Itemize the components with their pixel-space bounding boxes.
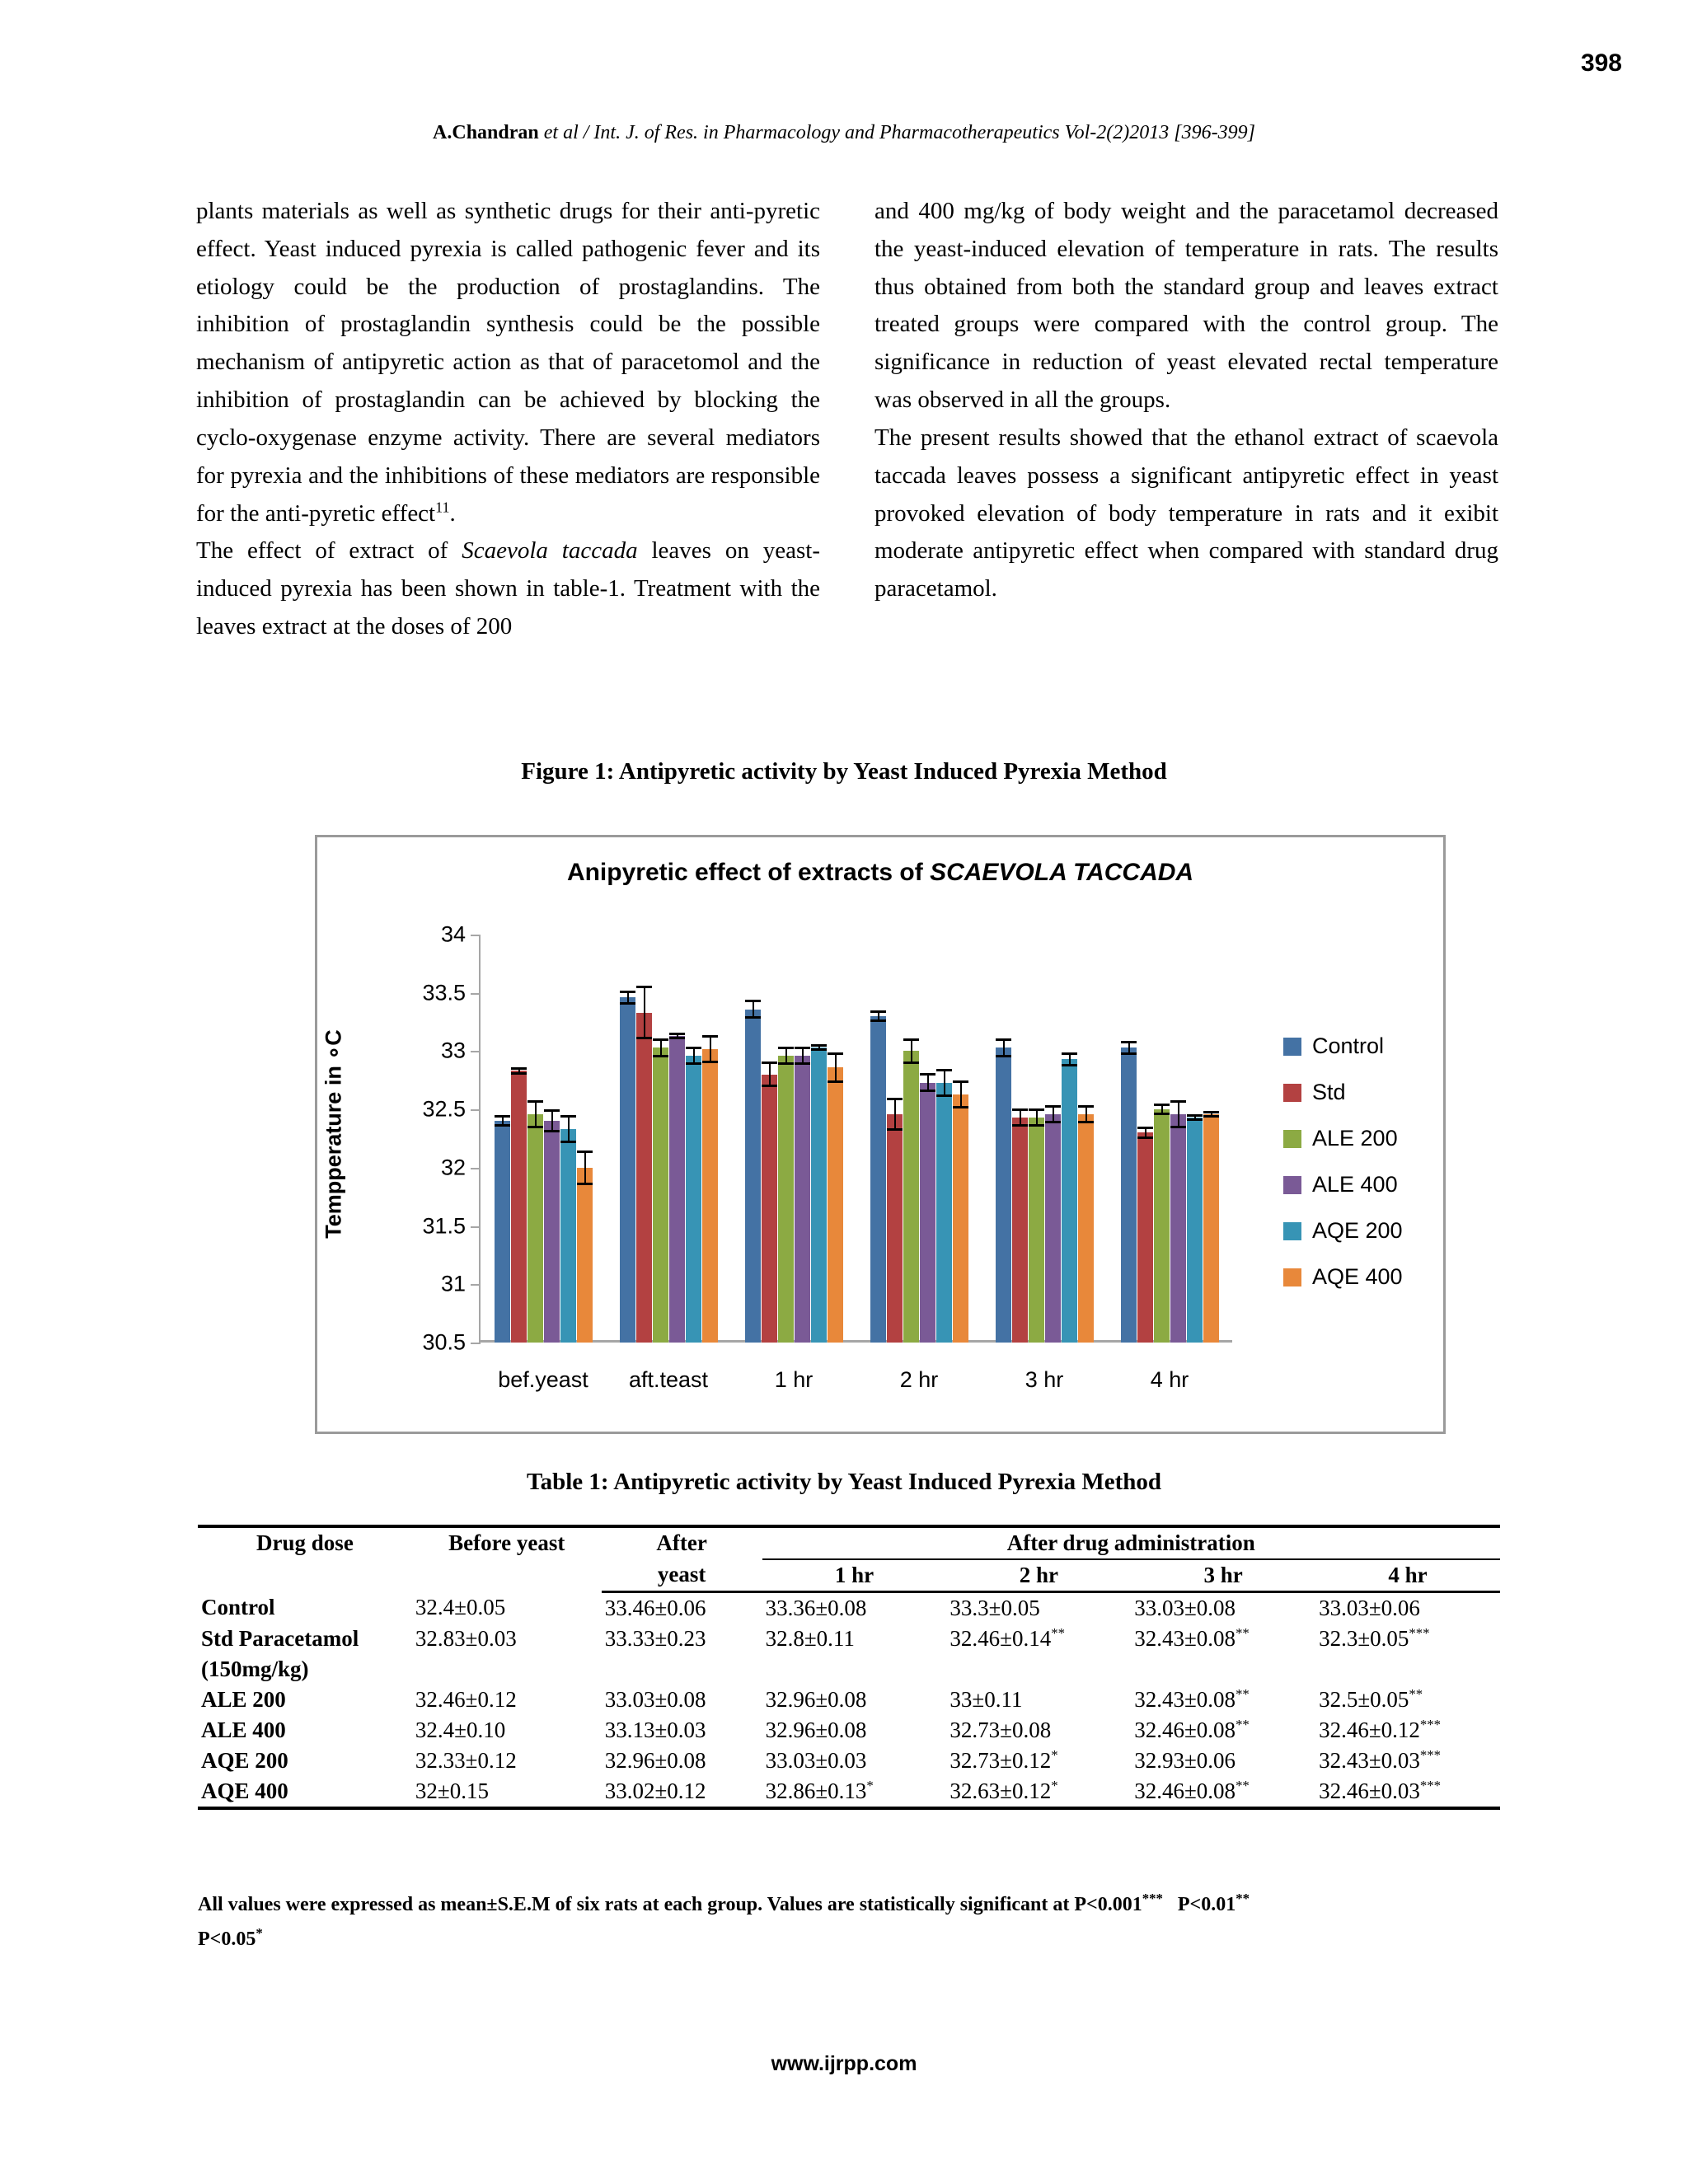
- chart-group: [856, 935, 982, 1392]
- table-cell: 32.73±0.08: [950, 1718, 1052, 1742]
- th-drug-dose: Drug dose: [198, 1526, 412, 1592]
- table-cell-empty: [1315, 1654, 1500, 1685]
- table-cell: 32.96±0.08: [765, 1687, 867, 1712]
- table-caption: Table 1: Antipyretic activity by Yeast Induced Pyrexia Method: [526, 1469, 1162, 1495]
- chart-group: [1107, 935, 1232, 1392]
- table-cell: 32.46±0.14**: [950, 1625, 1065, 1651]
- legend-item[interactable]: [1283, 1033, 1403, 1059]
- chart-bar: [528, 1114, 543, 1343]
- chart-bar: [996, 1047, 1011, 1343]
- left-column: [196, 193, 820, 646]
- table-row-label: ALE 200: [201, 1687, 286, 1712]
- y-axis-tick: [471, 935, 481, 936]
- table-cell: 32.93±0.06: [1134, 1748, 1236, 1773]
- table-cell-empty: [946, 1654, 1131, 1685]
- chart-bar: [702, 1049, 718, 1343]
- chart-bar: [811, 1047, 827, 1343]
- x-axis-tick-label: 3 hr: [1025, 1367, 1064, 1392]
- table-cell: 32±0.15: [412, 1776, 602, 1808]
- chart-bar: [887, 1114, 903, 1343]
- chart-group: [731, 935, 856, 1392]
- legend-swatch-icon: [1283, 1222, 1301, 1240]
- table-row-label: Std Paracetamol: [201, 1626, 359, 1651]
- chart-bar: [1121, 1047, 1137, 1343]
- x-axis-tick-label: bef.yeast: [498, 1367, 588, 1392]
- table-row: [198, 1746, 1500, 1776]
- chart-error-bar: [953, 1080, 968, 1108]
- legend-label: ALE 200: [1312, 1126, 1398, 1151]
- th-hour-3: 3 hr: [1131, 1559, 1315, 1592]
- chart-bar: [920, 1083, 935, 1343]
- y-axis-tick-label: 32: [440, 1155, 466, 1180]
- x-axis-tick-label: aft.teast: [628, 1367, 709, 1392]
- page-number: 398: [1580, 49, 1622, 77]
- table-body: [198, 1592, 1500, 1809]
- y-axis-tick: [471, 1109, 481, 1111]
- table-cell: 32.3±0.05***: [1319, 1625, 1430, 1651]
- chart-bar: [620, 997, 635, 1343]
- table-cell: 32.46±0.03***: [1315, 1776, 1500, 1808]
- table-cell: 33.3±0.05: [950, 1596, 1040, 1620]
- table-row-continued: [198, 1654, 1500, 1685]
- right-paragraph-2: The present results showed that the ethanol extract of scaevola taccada leaves possess a significant antipyretic effect in yeast provoked elevation of body temperature in rats and it exibit moderate antipyretic effect when compared with standard drug paracetamol.: [874, 424, 1498, 602]
- footnote-sup-3star: ***: [1142, 1891, 1163, 1906]
- chart-plot-area: [422, 921, 1232, 1392]
- y-axis-tick: [471, 1051, 481, 1052]
- th-hour-2: 2 hr: [946, 1559, 1131, 1592]
- legend-label: ALE 400: [1312, 1172, 1398, 1197]
- table-cell: 33.02±0.12: [602, 1776, 762, 1808]
- chart-bar: [1078, 1114, 1094, 1343]
- th-hour-4: 4 hr: [1315, 1559, 1500, 1592]
- left-paragraph-1-text: plants materials as well as synthetic drugs for their anti-pyretic effect. Yeast induced pyrexia is called pathogenic fever and its etiology could be the production of prostaglandins. The inhibition of prostaglandin synthesis could be the possible mechanism of antipyretic action as that of paracetomol and the inhibition of prostaglandin can be achieved by blocking the cyclo-oxygenase enzyme activity. There are several mediators for pyrexia and the inhibitions of these mediators are responsible for the anti-pyretic effect: [196, 198, 820, 527]
- legend-item[interactable]: [1283, 1218, 1403, 1244]
- x-axis-tick-label: 4 hr: [1150, 1367, 1189, 1392]
- footnote-text-mid: P<0.01: [1177, 1894, 1236, 1915]
- table-cell-empty: [762, 1654, 947, 1685]
- chart-error-bar: [903, 1038, 919, 1064]
- y-axis-tick-label: 33: [440, 1038, 466, 1063]
- table-cell: 32.8±0.11: [765, 1626, 855, 1651]
- chart-error-bar: [620, 991, 635, 1005]
- chart-bar: [1187, 1118, 1203, 1343]
- table-footnote: [198, 1887, 1500, 1957]
- y-axis-tick: [471, 1343, 481, 1344]
- table-cell: 33.03±0.08: [604, 1687, 706, 1712]
- legend-swatch-icon: [1283, 1038, 1301, 1056]
- legend-swatch-icon: [1283, 1130, 1301, 1148]
- chart-error-bar: [1203, 1111, 1219, 1118]
- figure-caption: Figure 1: Antipyretic activity by Yeast Induced Pyrexia Method: [521, 758, 1167, 785]
- chart-error-bar: [887, 1098, 903, 1131]
- chart-bar: [544, 1121, 560, 1343]
- citation-superscript: 11: [435, 498, 450, 515]
- chart-bar: [669, 1036, 685, 1343]
- running-head: [0, 122, 1688, 144]
- chart-error-bar: [686, 1047, 701, 1066]
- chart-error-bar: [636, 986, 652, 1039]
- table-cell: 32.4±0.05: [415, 1594, 506, 1619]
- table-cell: 32.33±0.12: [415, 1748, 517, 1773]
- table-cell: 33.03±0.06: [1319, 1596, 1420, 1620]
- chart-error-bar: [828, 1052, 843, 1083]
- legend-swatch-icon: [1283, 1084, 1301, 1102]
- y-axis-tick: [471, 1226, 481, 1228]
- chart-bar: [1137, 1132, 1153, 1343]
- chart-group: [606, 935, 731, 1392]
- x-axis-tick-label: 1 hr: [774, 1367, 814, 1392]
- chart-error-bar: [1187, 1114, 1203, 1121]
- chart-bar: [870, 1016, 886, 1343]
- y-axis-tick-label: 32.5: [422, 1096, 466, 1122]
- legend-item[interactable]: [1283, 1080, 1403, 1105]
- site-footer: www.ijrpp.com: [771, 2052, 917, 2075]
- chart-bar: [1154, 1109, 1170, 1343]
- x-axis-tick-label: 2 hr: [899, 1367, 939, 1392]
- table-row-label: Control: [201, 1594, 275, 1619]
- legend-label: AQE 200: [1312, 1218, 1403, 1243]
- table-cell: 32.43±0.03***: [1319, 1747, 1442, 1773]
- chart-error-bar: [1137, 1127, 1153, 1138]
- chart-group: [481, 935, 606, 1392]
- chart-bar: [1062, 1059, 1077, 1343]
- table-header-row-1: [198, 1526, 1500, 1559]
- table-row: [198, 1685, 1500, 1715]
- chart-bar: [903, 1051, 919, 1343]
- chart-bar: [828, 1067, 843, 1343]
- table-cell-empty: [412, 1654, 602, 1685]
- th-after-yeast-line1: After: [602, 1526, 762, 1559]
- legend-label: Std: [1312, 1080, 1346, 1104]
- body-columns: [196, 193, 1498, 646]
- chart-error-bar: [1078, 1105, 1094, 1124]
- table-row: [198, 1592, 1500, 1624]
- chart-error-bar: [1154, 1104, 1170, 1115]
- chart-error-bar: [653, 1038, 668, 1057]
- chart-bar: [686, 1056, 701, 1343]
- y-axis-tick-label: 33.5: [422, 980, 466, 1005]
- chart-error-bar: [996, 1038, 1011, 1057]
- table-row-label: AQE 400: [198, 1776, 412, 1808]
- chart-error-bar: [544, 1109, 560, 1132]
- chart-bar: [1170, 1114, 1186, 1343]
- chart-bar: [1012, 1118, 1028, 1343]
- chart-error-bar: [669, 1033, 685, 1039]
- table-row: [198, 1624, 1500, 1654]
- chart-error-bar: [1170, 1100, 1186, 1128]
- species-name-italic: Scaevola taccada: [462, 537, 638, 565]
- chart-bar: [1029, 1118, 1044, 1343]
- chart-bar: [636, 1013, 652, 1343]
- chart-bar: [795, 1056, 810, 1343]
- table-cell: 33.13±0.03: [604, 1718, 706, 1742]
- legend-label: AQE 400: [1312, 1264, 1403, 1289]
- chart-bar: [653, 1047, 668, 1343]
- table-cell: 32.86±0.13*: [762, 1776, 947, 1808]
- chart-bar: [495, 1121, 510, 1343]
- left-paragraph-1: plants materials as well as synthetic drugs for their anti-pyretic effect. Yeast induced pyrexia is called pathogenic fever and its etiology could be the production of prostaglandins. The inhibition of prostaglandin synthesis could be the possible mechanism of antipyretic action as that of paracetomol and the inhibition of prostaglandin can be achieved by blocking the cyclo-oxygenase enzyme activity. There are several mediators for pyrexia and the inhibitions of these mediators are responsible for the anti-pyretic effect$^{11}$.: [196, 198, 820, 527]
- table-cell: 32.73±0.12*: [950, 1747, 1058, 1773]
- y-axis-tick-label: 34: [440, 921, 466, 947]
- chart-bar: [577, 1168, 593, 1343]
- results-table: [198, 1525, 1500, 1810]
- left-paragraph-2: The effect of extract of Scaevola taccada leaves on yeast-induced pyrexia has been shown in table-1. Treatment with the leaves extract at the doses of 200: [196, 537, 820, 640]
- chart-error-bar: [528, 1100, 543, 1128]
- legend-swatch-icon: [1283, 1268, 1301, 1286]
- chart-error-bar: [936, 1069, 952, 1097]
- table-cell: 33±0.11: [950, 1687, 1023, 1712]
- chart-error-bar: [1045, 1105, 1061, 1124]
- table-cell: 32.43±0.08**: [1134, 1686, 1250, 1712]
- table-cell-empty: [602, 1654, 762, 1685]
- chart-bar: [511, 1071, 527, 1343]
- chart-bar: [953, 1094, 968, 1343]
- chart-bar: [1045, 1114, 1061, 1343]
- running-head-source: et al / Int. J. of Res. in Pharmacology and Pharmacotherapeutics Vol-2(2)2013 [396-399]: [543, 122, 1255, 143]
- legend-item[interactable]: [1283, 1172, 1403, 1197]
- table-cell: 32.5±0.05**: [1319, 1686, 1423, 1712]
- table-row-label-continued: (150mg/kg): [201, 1657, 309, 1681]
- chart-error-bar: [560, 1115, 576, 1143]
- table-cell: 32.63±0.12*: [946, 1776, 1131, 1808]
- th-before-yeast: Before yeast: [412, 1526, 602, 1592]
- table-cell: 33.33±0.23: [604, 1626, 706, 1651]
- table-cell: 33.36±0.08: [765, 1596, 867, 1620]
- table-cell-empty: [1131, 1654, 1315, 1685]
- right-column: [874, 193, 1498, 646]
- chart-bar: [936, 1083, 952, 1343]
- chart-bar: [560, 1129, 576, 1343]
- table-row: [198, 1715, 1500, 1746]
- chart-error-bar: [1029, 1108, 1044, 1127]
- y-axis-tick-label: 31.5: [422, 1213, 466, 1239]
- chart-bar: [1203, 1114, 1219, 1343]
- chart-error-bar: [745, 1000, 761, 1019]
- y-axis-tick-label: 30.5: [422, 1329, 466, 1355]
- footnote-text-1: All values were expressed as mean±S.E.M of six rats at each group. Values are statistically significant at P<0.001: [198, 1894, 1142, 1915]
- chart-title: [317, 859, 1443, 887]
- chart-error-bar: [495, 1115, 510, 1127]
- chart-group: [982, 935, 1107, 1392]
- footnote-sup-2star: **: [1236, 1891, 1250, 1906]
- legend-item[interactable]: [1283, 1126, 1403, 1151]
- table-cell: 32.46±0.08**: [1134, 1717, 1250, 1742]
- right-paragraph-1: and 400 mg/kg of body weight and the paracetamol decreased the yeast-induced elevation of temperature in rats. The results thus obtained from both the standard group and leaves extract treated groups were compared with the control group. The significance in reduction of yeast elevated rectal temperature was observed in all the groups.: [874, 198, 1498, 414]
- chart-title-species: SCAEVOLA TACCADA: [930, 859, 1194, 886]
- running-head-author: A.Chandran: [433, 122, 539, 143]
- footnote-sup-1star: *: [256, 1925, 263, 1941]
- y-axis-tick: [471, 1168, 481, 1169]
- table-row-label: ALE 400: [201, 1718, 286, 1742]
- th-after-drug-administration: After drug administration: [762, 1526, 1500, 1559]
- table-cell: 32.96±0.08: [604, 1748, 706, 1773]
- chart-legend: [1283, 1033, 1403, 1290]
- chart-error-bar: [1062, 1052, 1077, 1066]
- legend-item[interactable]: [1283, 1264, 1403, 1290]
- footnote-text-2: P<0.05: [198, 1929, 256, 1950]
- chart-error-bar: [1012, 1108, 1028, 1127]
- chart-title-prefix: Anipyretic effect of extracts of: [566, 859, 931, 886]
- legend-swatch-icon: [1283, 1176, 1301, 1194]
- chart-error-bar: [511, 1067, 527, 1074]
- y-axis-title: Tempperature in ∘C: [321, 1029, 346, 1239]
- table-row-label: AQE 200: [201, 1748, 288, 1773]
- table-cell: 32.96±0.08: [765, 1718, 867, 1742]
- chart-bar: [745, 1010, 761, 1343]
- table-cell: 32.46±0.12***: [1319, 1717, 1442, 1742]
- chart-error-bar: [762, 1062, 777, 1087]
- chart-error-bar: [702, 1035, 718, 1063]
- chart-error-bar: [778, 1047, 794, 1066]
- chart-error-bar: [1121, 1041, 1137, 1055]
- y-axis-tick-label: 31: [440, 1271, 466, 1296]
- legend-label: Control: [1312, 1033, 1385, 1058]
- chart-error-bar: [577, 1151, 593, 1185]
- table-head: [198, 1526, 1500, 1592]
- y-axis-tick: [471, 1284, 481, 1286]
- chart-bar: [762, 1075, 777, 1343]
- table-cell: 32.83±0.03: [415, 1626, 517, 1651]
- chart-error-bar: [811, 1044, 827, 1051]
- chart-error-bar: [920, 1073, 935, 1092]
- th-after-yeast-line2: yeast: [602, 1559, 762, 1592]
- table-cell: 32.46±0.08**: [1131, 1776, 1315, 1808]
- th-hour-1: 1 hr: [762, 1559, 947, 1592]
- table-cell: 33.46±0.06: [604, 1596, 706, 1620]
- chart-error-bar: [870, 1010, 886, 1022]
- table-cell: 32.46±0.12: [415, 1687, 517, 1712]
- chart-container: [315, 835, 1446, 1434]
- chart-bar: [778, 1056, 794, 1343]
- table-cell: 33.03±0.03: [765, 1748, 867, 1773]
- y-axis-tick: [471, 993, 481, 995]
- table-row: [198, 1776, 1500, 1808]
- table-cell: 32.4±0.10: [415, 1718, 506, 1742]
- table-cell: 32.43±0.08**: [1134, 1625, 1250, 1651]
- table-cell: 33.03±0.08: [1134, 1596, 1236, 1620]
- chart-error-bar: [795, 1047, 810, 1066]
